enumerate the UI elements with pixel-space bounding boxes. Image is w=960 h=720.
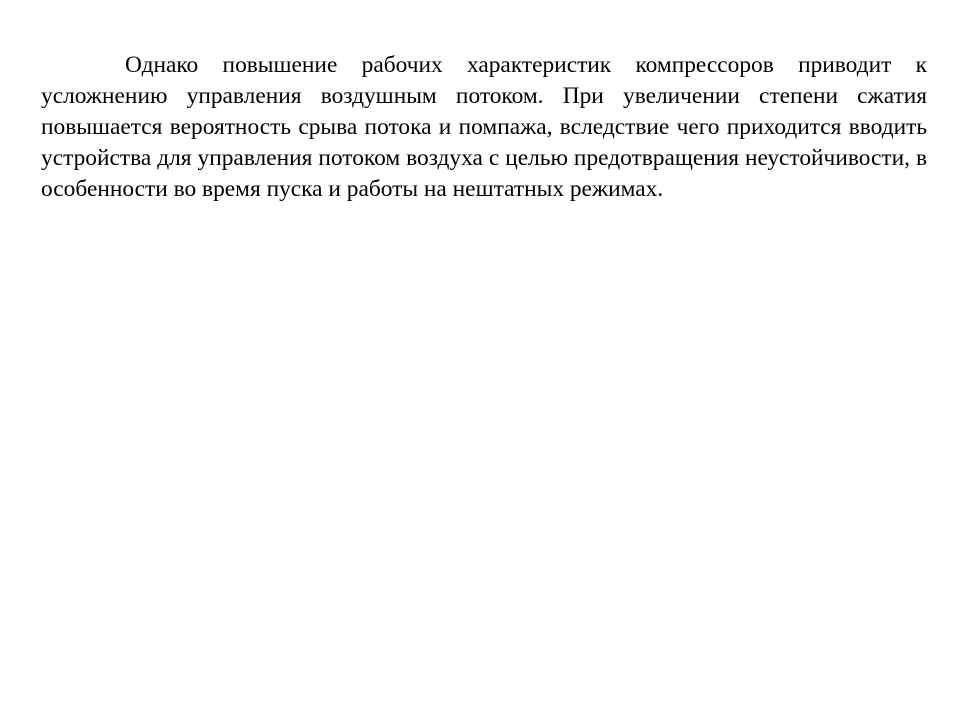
body-paragraph: Однако повышение рабочих характеристик компрессоров приводит к усложнению управления воздушным потоком. При увеличении степени сжатия повышается вероятность срыва потока и помпажа, вследствие чего приходится вводить устройства для управления потоком воздуха с целью предотвращения неустойчивости, в особенности во время пуска и работы на нештатных режимах. <box>41 52 927 202</box>
